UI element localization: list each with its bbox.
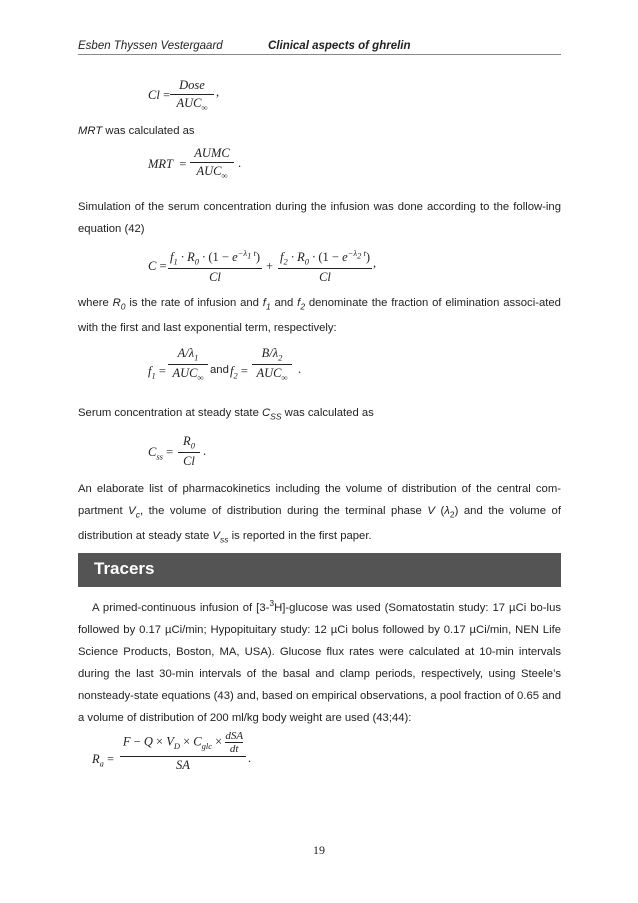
paragraph-mrt: MRT was calculated as bbox=[78, 125, 195, 137]
paragraph-elaborate: An elaborate list of pharmacokinetics including the volume of distribution of the central com-partment $V_c$, the volume of distribution during the terminal phase V $(\lambda_2)$ and the volume of distribution at steady state $V_{ss}$ is reported in the first paper. bbox=[78, 483, 561, 545]
paragraph-where: where $R_0$ is the rate of infusion and $f_1$ and $f_2$ denominate the fraction of elimination associ-ated with the first and last exponential term, respectively: bbox=[78, 297, 561, 335]
paragraph-tracers: A primed-continuous infusion of [3-$^3$H]-glucose was used (Somatostatin study: 17 µCi bo-lus followed by 0.17 µCi/min; Hypopituitary study: 12 µCi bolus followed by 0.17 µCi/min, NEN Life Science Products, Boston, MA, USA). Glucose flux rates were calculated at 10-min intervals during the last 30-min intervals of the basal and clamp periods, respectively, using Steele’s nonsteady-state equations (43) and, based on empirical observations, a pool fraction of 0.65 and a volume of distribution of 200 ml/kg body weight are used (43;44): bbox=[78, 598, 561, 724]
paragraph-simulation: Simulation of the serum concentration during the infusion was done according to the follow-ing equation (42) bbox=[78, 201, 561, 235]
equation-ra: $R_a$ = $F - Q \times V_D \times C_{glc}$ × dSA dt SA . bbox=[92, 730, 252, 772]
page-number: 19 bbox=[313, 843, 325, 857]
equation-c: C = $f_1 \cdot R_0 \cdot (1 - e^{-\lambda_1 t})$ Cl + $f_2 \cdot R_0 \cdot (1 - e^{-\lambda_2 t})$ Cl , bbox=[148, 248, 377, 284]
paragraph-steady-state: Serum concentration at steady state $C_{SS}$ was calculated as bbox=[78, 407, 374, 422]
equation-mrt: MRT = AUMC $AUC_\infty$ . bbox=[148, 146, 242, 181]
section-heading bbox=[78, 553, 561, 587]
header-author: Esben Thyssen Vestergaard bbox=[78, 40, 223, 52]
header-rule bbox=[78, 54, 561, 55]
equation-css: $C_{ss}$ = $R_0$ Cl . bbox=[148, 434, 207, 468]
equation-cl: Cl = Dose $AUC_\infty$ , bbox=[148, 78, 220, 113]
equation-f: $f_1$ = $A/\lambda_1$ $AUC_\infty$ and $f_2$ = $B/\lambda_2$ $AUC_\infty$ . bbox=[148, 346, 302, 382]
header-title: Clinical aspects of ghrelin bbox=[268, 40, 411, 52]
section-title: Tracers bbox=[94, 559, 155, 578]
